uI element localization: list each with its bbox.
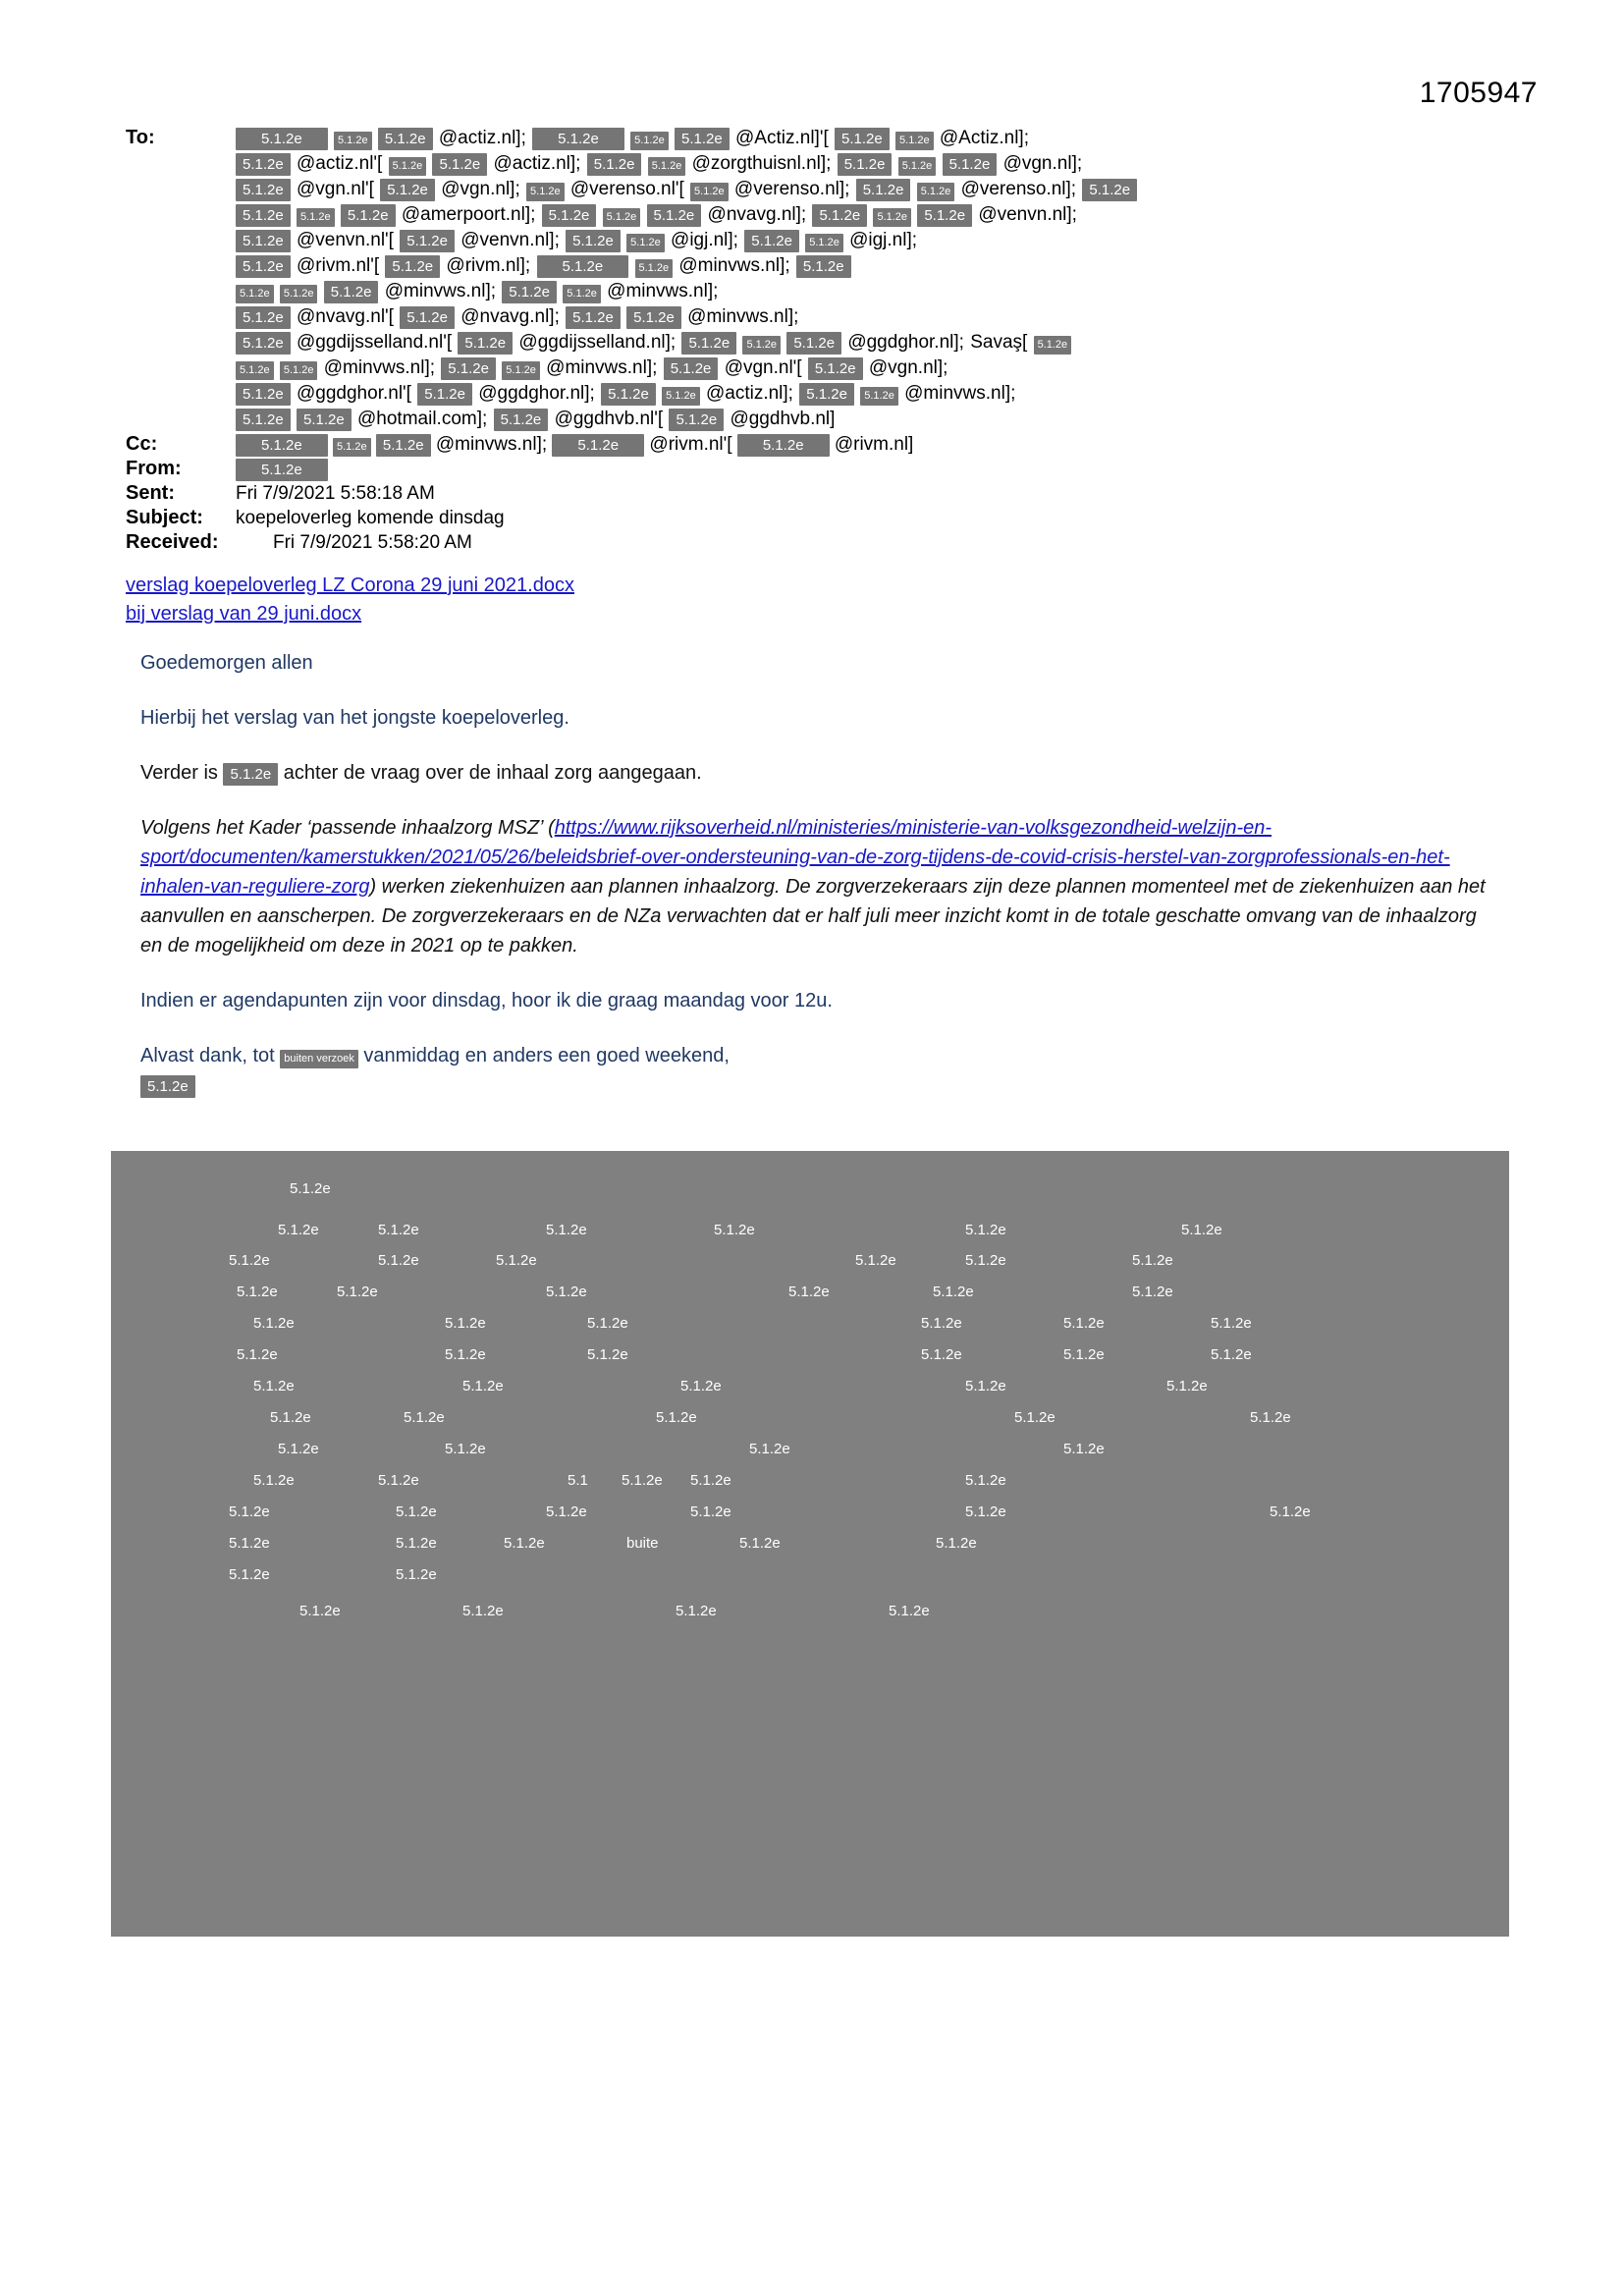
- redaction-chip: 5.1.2e: [441, 357, 496, 380]
- redaction-chip: 5.1.2e: [1270, 1503, 1311, 1520]
- redaction-chip: 5.1.2e: [742, 336, 781, 355]
- domain-text: @igj.nl];: [849, 230, 918, 250]
- body-paragraph-4: Indien er agendapunten zijn voor dinsdag, hoor ik die graag maandag voor 12u.: [140, 990, 833, 1011]
- redaction-chip: 5.1.2e: [737, 434, 830, 457]
- redaction-chip: 5.1.2e: [895, 132, 934, 150]
- domain-text: @amerpoort.nl];: [401, 204, 536, 225]
- redaction-chip: 5.1.2e: [229, 1535, 270, 1552]
- redaction-chip: 5.1.2e: [280, 361, 318, 380]
- redaction-chip: 5.1.2e: [1034, 336, 1072, 355]
- redaction-chip: 5.1.2e: [236, 409, 291, 431]
- domain-text: @ggdhvb.nl'[: [554, 409, 664, 429]
- redaction-chip: 5.1.2e: [542, 204, 597, 227]
- redaction-chip: 5.1.2e: [445, 1441, 486, 1457]
- redaction-chip: 5.1.2e: [297, 208, 335, 227]
- redaction-chip: 5.1.2e: [494, 409, 549, 431]
- document-number: 1705947: [1419, 77, 1538, 109]
- domain-text: @minvws.nl];: [435, 434, 548, 455]
- redaction-chip: 5.1.2e: [1132, 1284, 1173, 1300]
- redaction-chip: 5.1.2e: [396, 1503, 437, 1520]
- domain-text: @minvws.nl];: [384, 281, 496, 301]
- domain-text: @rivm.nl];: [446, 255, 531, 276]
- attachment-list: [126, 572, 574, 629]
- redaction-chip: 5.1.2e: [236, 204, 291, 227]
- sent-label: Sent:: [126, 482, 175, 504]
- redaction-chip: buite: [626, 1535, 659, 1552]
- redaction-chip: 5.1.2e: [873, 208, 911, 227]
- domain-text: @ggdhvb.nl]: [730, 409, 836, 429]
- redaction-chip: 5.1.2e: [1211, 1346, 1252, 1363]
- cc-recipients: [236, 432, 1530, 457]
- domain-text: @ggdghor.nl];: [847, 332, 964, 353]
- redaction-chip: 5.1.2e: [378, 1472, 419, 1489]
- redaction-chip: 5.1.2e: [229, 1503, 270, 1520]
- redaction-chip: 5.1.2e: [662, 387, 700, 406]
- redaction-chip: 5.1.2e: [236, 306, 291, 329]
- redaction-chip: 5.1.2e: [341, 204, 396, 227]
- redaction-chip: 5.1.2e: [404, 1409, 445, 1426]
- redaction-chip: 5.1.2e: [647, 204, 702, 227]
- domain-text: @nvavg.nl];: [707, 204, 807, 225]
- redaction-chip: 5.1.2e: [690, 183, 729, 201]
- domain-text: @vgn.nl];: [868, 357, 948, 378]
- redaction-chip: 5.1.2e: [965, 1503, 1006, 1520]
- header-row-cc: [126, 432, 1530, 457]
- domain-text: @vgn.nl'[: [297, 179, 374, 199]
- header-row-sent: [126, 481, 1530, 506]
- domain-text: @verenso.nl'[: [569, 179, 684, 199]
- domain-text: @minvws.nl];: [678, 255, 790, 276]
- from-value: [236, 457, 1530, 481]
- redaction-chip: 5.1.2e: [236, 285, 274, 303]
- redaction-chip: 5.1.2e: [1014, 1409, 1056, 1426]
- domain-text: @Actiz.nl]'[: [735, 128, 829, 148]
- redaction-chip: 5.1.2e: [622, 1472, 663, 1489]
- redaction-chip: 5.1.2e: [1181, 1222, 1222, 1238]
- buiten-verzoek-chip: buiten verzoek: [280, 1050, 358, 1068]
- redaction-chip: 5.1.2e: [140, 1075, 195, 1098]
- redaction-chip: 5.1.2e: [933, 1284, 974, 1300]
- redaction-chip: 5.1.2e: [808, 357, 863, 380]
- body-paragraph-1: Hierbij het verslag van het jongste koepeloverleg.: [140, 707, 569, 729]
- redaction-chip: 5.1.2e: [1166, 1378, 1208, 1394]
- domain-text: @rivm.nl'[: [649, 434, 732, 455]
- domain-text: @ggdghor.nl];: [478, 383, 595, 404]
- redaction-chip: 5.1.2e: [396, 1566, 437, 1583]
- domain-text: @venvn.nl'[: [297, 230, 394, 250]
- redaction-chip: 5.1.2e: [648, 157, 686, 176]
- redaction-chip: 5.1.2e: [546, 1284, 587, 1300]
- body-text-fragment: Alvast dank, tot: [140, 1045, 281, 1066]
- redaction-chip: 5.1.2e: [400, 230, 455, 252]
- redaction-chip: 5.1.2e: [1082, 179, 1137, 201]
- redaction-chip: 5.1.2e: [921, 1315, 962, 1332]
- redaction-chip: 5.1.2e: [236, 153, 291, 176]
- redaction-chip: 5.1.2e: [502, 361, 540, 380]
- domain-text: @ggdijsselland.nl];: [518, 332, 677, 353]
- redaction-chip: 5.1.2e: [664, 357, 719, 380]
- redaction-chip: 5.1.2e: [889, 1603, 930, 1619]
- redaction-chip: 5.1.2e: [236, 459, 328, 481]
- redaction-chip: 5.1.2e: [236, 230, 291, 252]
- redaction-chip: 5.1.2e: [856, 179, 911, 201]
- redaction-chip: 5.1.2e: [237, 1346, 278, 1363]
- redaction-chip: 5.1.2e: [236, 255, 291, 278]
- body-text-fragment: ) werken ziekenhuizen aan plannen inhaalzorg. De zorgverzekeraars zijn deze plannen momenteel met de ziekenhuizen aan het aanvullen en aanscherpen. De zorgverzekeraars en de NZa verwachten dat er half juli meer inzicht komt in de totale geschatte omvang van de inhaalzorg en de mogelijkheid om deze in 2021 op te pakken.: [140, 876, 1486, 957]
- redaction-chip: 5.1.2e: [563, 285, 601, 303]
- redaction-chip: 5.1.2e: [229, 1566, 270, 1583]
- redaction-chip: 5.1.2e: [656, 1409, 697, 1426]
- redaction-chip: 5.1.2e: [253, 1315, 295, 1332]
- redaction-chip: 5.1.2e: [526, 183, 565, 201]
- redaction-chip: 5.1.2e: [601, 383, 656, 406]
- redaction-chip: 5.1.2e: [432, 153, 487, 176]
- redaction-chip: 5.1.2e: [278, 1441, 319, 1457]
- domain-text: @rivm.nl'[: [297, 255, 380, 276]
- body-greeting: Goedemorgen allen: [140, 652, 313, 674]
- redaction-chip: 5.1.2e: [587, 1315, 628, 1332]
- redaction-chip: 5.1.2e: [965, 1222, 1006, 1238]
- redaction-chip: 5.1.2e: [799, 383, 854, 406]
- redaction-chip: 5.1.2e: [546, 1222, 587, 1238]
- redaction-chip: 5.1.2e: [378, 1252, 419, 1269]
- redaction-chip: 5.1.2e: [299, 1603, 341, 1619]
- redaction-chip: 5.1.2e: [898, 157, 937, 176]
- redaction-chip: 5.1.2e: [223, 763, 278, 786]
- redacted-image-block: [111, 1151, 1509, 1937]
- redaction-chip: 5.1.2e: [253, 1472, 295, 1489]
- body-paragraph-5: [140, 1041, 1486, 1100]
- redaction-chip: 5.1.2e: [236, 361, 274, 380]
- redaction-chip: 5.1.2e: [566, 306, 621, 329]
- domain-text: @verenso.nl];: [733, 179, 850, 199]
- redaction-chip: 5.1.2e: [587, 1346, 628, 1363]
- redaction-chip: 5.1.2e: [675, 128, 730, 150]
- attachment-link[interactable]: verslag koepeloverleg LZ Corona 29 juni 2021.docx: [126, 574, 574, 596]
- redaction-chip: 5.1.2e: [786, 332, 841, 355]
- header-row-from: [126, 457, 1530, 481]
- redaction-chip: 5.1.2e: [965, 1472, 1006, 1489]
- redaction-chip: 5.1.2e: [1063, 1441, 1105, 1457]
- redaction-chip: 5.1.2e: [690, 1503, 731, 1520]
- redaction-chip: 5.1.2e: [749, 1441, 790, 1457]
- domain-text: @actiz.nl];: [438, 128, 526, 148]
- redaction-chip: 5.1.2e: [334, 132, 372, 150]
- redaction-chip: 5.1.2e: [714, 1222, 755, 1238]
- redaction-chip: 5.1.2e: [943, 153, 998, 176]
- redaction-chip: 5.1.2e: [1250, 1409, 1291, 1426]
- redaction-chip: 5.1.2e: [333, 438, 371, 457]
- redaction-chip: 5.1.2e: [917, 204, 972, 227]
- domain-text: @verenso.nl];: [960, 179, 1077, 199]
- received-label: Received:: [126, 531, 219, 553]
- redaction-chip: 5.1.2e: [270, 1409, 311, 1426]
- domain-text: @venvn.nl];: [460, 230, 560, 250]
- redaction-chip: 5.1.2e: [380, 179, 435, 201]
- redaction-chip: 5.1.2e: [278, 1222, 319, 1238]
- domain-text: @vgn.nl'[: [724, 357, 802, 378]
- redaction-chip: 5.1.2e: [744, 230, 799, 252]
- redaction-chip: 5.1.2e: [236, 383, 291, 406]
- cc-label: Cc:: [126, 433, 158, 455]
- to-label: To:: [126, 127, 155, 148]
- redaction-chip: 5.1.2e: [587, 153, 642, 176]
- redaction-chip: 5.1.2e: [496, 1252, 537, 1269]
- redaction-chip: 5.1.2e: [860, 387, 898, 406]
- redaction-chip: 5.1.2e: [796, 255, 851, 278]
- redaction-chip: 5.1.2e: [669, 409, 724, 431]
- redaction-chip: 5.1.2e: [378, 128, 433, 150]
- redaction-chip: 5.1.2e: [396, 1535, 437, 1552]
- domain-text: @vgn.nl];: [1002, 153, 1083, 174]
- subject-value: koepeloverleg komende dinsdag: [236, 508, 505, 528]
- redaction-chip: 5.1.2e: [236, 179, 291, 201]
- body-text-fragment: Volgens het Kader ‘passende inhaalzorg MSZ’ (: [140, 817, 555, 839]
- redaction-chip: 5.1.2e: [1211, 1315, 1252, 1332]
- redaction-chip: 5.1.2e: [546, 1503, 587, 1520]
- domain-text: @actiz.nl];: [705, 383, 793, 404]
- redaction-chip: 5.1.2e: [680, 1378, 722, 1394]
- redaction-chip: 5.1.2e: [504, 1535, 545, 1552]
- body-paragraph-2: [140, 758, 1486, 788]
- redaction-chip: 5.1.2e: [626, 234, 665, 252]
- redaction-chip: 5.1.2e: [835, 128, 890, 150]
- domain-text: @minvws.nl];: [904, 383, 1016, 404]
- email-header: [126, 126, 1530, 555]
- redaction-chip: 5.1.2e: [445, 1315, 486, 1332]
- attachment-link[interactable]: bij verslag van 29 juni.docx: [126, 603, 362, 625]
- redaction-chip: 5.1.2e: [537, 255, 629, 278]
- redaction-chip: 5.1.2e: [630, 132, 669, 150]
- redaction-chip: 5.1.2e: [378, 1222, 419, 1238]
- header-row-to: [126, 126, 1530, 432]
- redaction-chip: 5.1.2e: [690, 1472, 731, 1489]
- redaction-chip: 5.1.2e: [502, 281, 557, 303]
- redaction-chip: 5.1.2e: [1132, 1252, 1173, 1269]
- redaction-chip: 5.1.2e: [337, 1284, 378, 1300]
- redaction-chip: 5.1.2e: [280, 285, 318, 303]
- beleidsbrief-link[interactable]: https://www.rijksoverheid.nl/ministeries/ministerie-van-volksgezondheid-welzijn-en-sport/documenten/kamerstukken/2021/05/26/beleidsbrief-over-ondersteuning-van-de-zorg-tijdens-de-covid-crisis-herstel-van-zorgprofessionals-en-het-inhalen-van-reguliere-zorg: [140, 817, 1450, 898]
- redaction-chip: 5.1.2e: [1063, 1346, 1105, 1363]
- domain-text: @ggdghor.nl'[: [297, 383, 411, 404]
- domain-text: @nvavg.nl'[: [297, 306, 394, 327]
- domain-text: @minvws.nl];: [323, 357, 435, 378]
- redaction-chip: 5.1.2e: [417, 383, 472, 406]
- redaction-chip: 5.1.2e: [552, 434, 644, 457]
- body-text-fragment: achter de vraag over de inhaal zorg aangegaan.: [278, 762, 702, 784]
- domain-text: @actiz.nl];: [493, 153, 581, 174]
- redaction-chip: 5.1.2e: [838, 153, 893, 176]
- redaction-chip: 5.1.2e: [812, 204, 867, 227]
- redaction-chip: 5.1.2e: [462, 1378, 504, 1394]
- domain-text: @actiz.nl'[: [297, 153, 383, 174]
- redaction-chip: 5.1.2e: [324, 281, 379, 303]
- body-text-fragment: vanmiddag en anders een goed weekend,: [357, 1045, 730, 1066]
- domain-text: @minvws.nl];: [607, 281, 719, 301]
- redaction-chip: 5.1.2e: [237, 1284, 278, 1300]
- redaction-chip: 5.1.2e: [532, 128, 624, 150]
- received-value: Fri 7/9/2021 5:58:20 AM: [273, 532, 472, 553]
- domain-text: @venvn.nl];: [978, 204, 1077, 225]
- redaction-chip: 5.1.2e: [297, 409, 352, 431]
- redaction-chip: 5.1.2e: [965, 1252, 1006, 1269]
- redaction-chip: 5.1.2e: [739, 1535, 781, 1552]
- domain-text: @zorgthuisnl.nl];: [691, 153, 832, 174]
- domain-text: @Actiz.nl];: [939, 128, 1029, 148]
- redaction-chip: 5.1.2e: [290, 1180, 331, 1197]
- redaction-chip: 5.1.2e: [603, 208, 641, 227]
- redaction-chip: 5.1.2e: [681, 332, 736, 355]
- domain-text: @igj.nl];: [671, 230, 738, 250]
- redaction-chip: 5.1.2e: [965, 1378, 1006, 1394]
- domain-text: @hotmail.com];: [357, 409, 488, 429]
- domain-text: @rivm.nl]: [834, 434, 914, 455]
- email-body: [140, 648, 1486, 1125]
- domain-text: @vgn.nl];: [441, 179, 520, 199]
- redaction-chip: 5.1.2e: [236, 434, 328, 457]
- redaction-chip: 5.1.2e: [566, 230, 621, 252]
- domain-text: @nvavg.nl];: [460, 306, 560, 327]
- redaction-chip: 5.1: [568, 1472, 588, 1489]
- redaction-chip: 5.1.2e: [921, 1346, 962, 1363]
- redaction-chip: 5.1.2e: [805, 234, 843, 252]
- domain-text: Savaş[: [970, 332, 1028, 353]
- redaction-chip: 5.1.2e: [855, 1252, 896, 1269]
- header-row-received: [126, 530, 1530, 555]
- domain-text: @ggdijsselland.nl'[: [297, 332, 453, 353]
- sent-value: Fri 7/9/2021 5:58:18 AM: [236, 483, 435, 504]
- redaction-chip: 5.1.2e: [236, 128, 328, 150]
- redaction-chip: 5.1.2e: [458, 332, 513, 355]
- redaction-chip: 5.1.2e: [400, 306, 455, 329]
- header-row-subject: [126, 506, 1530, 530]
- redaction-chip: 5.1.2e: [676, 1603, 717, 1619]
- redaction-chip: 5.1.2e: [788, 1284, 830, 1300]
- from-label: From:: [126, 458, 182, 479]
- redaction-chip: 5.1.2e: [253, 1378, 295, 1394]
- redaction-chip: 5.1.2e: [1063, 1315, 1105, 1332]
- redaction-chip: 5.1.2e: [376, 434, 431, 457]
- subject-label: Subject:: [126, 507, 203, 528]
- redaction-chip: 5.1.2e: [917, 183, 955, 201]
- redaction-chip: 5.1.2e: [635, 259, 674, 278]
- redaction-chip: 5.1.2e: [385, 255, 440, 278]
- body-paragraph-3: [140, 813, 1486, 960]
- domain-text: @minvws.nl];: [546, 357, 658, 378]
- redaction-chip: 5.1.2e: [389, 157, 427, 176]
- redaction-chip: 5.1.2e: [936, 1535, 977, 1552]
- redaction-chip: 5.1.2e: [626, 306, 681, 329]
- to-recipients: [236, 126, 1530, 432]
- redaction-chip: 5.1.2e: [229, 1252, 270, 1269]
- domain-text: @minvws.nl];: [687, 306, 799, 327]
- redaction-chip: 5.1.2e: [462, 1603, 504, 1619]
- redaction-chip: 5.1.2e: [445, 1346, 486, 1363]
- redaction-chip: 5.1.2e: [236, 332, 291, 355]
- body-text-fragment: Verder is: [140, 762, 224, 784]
